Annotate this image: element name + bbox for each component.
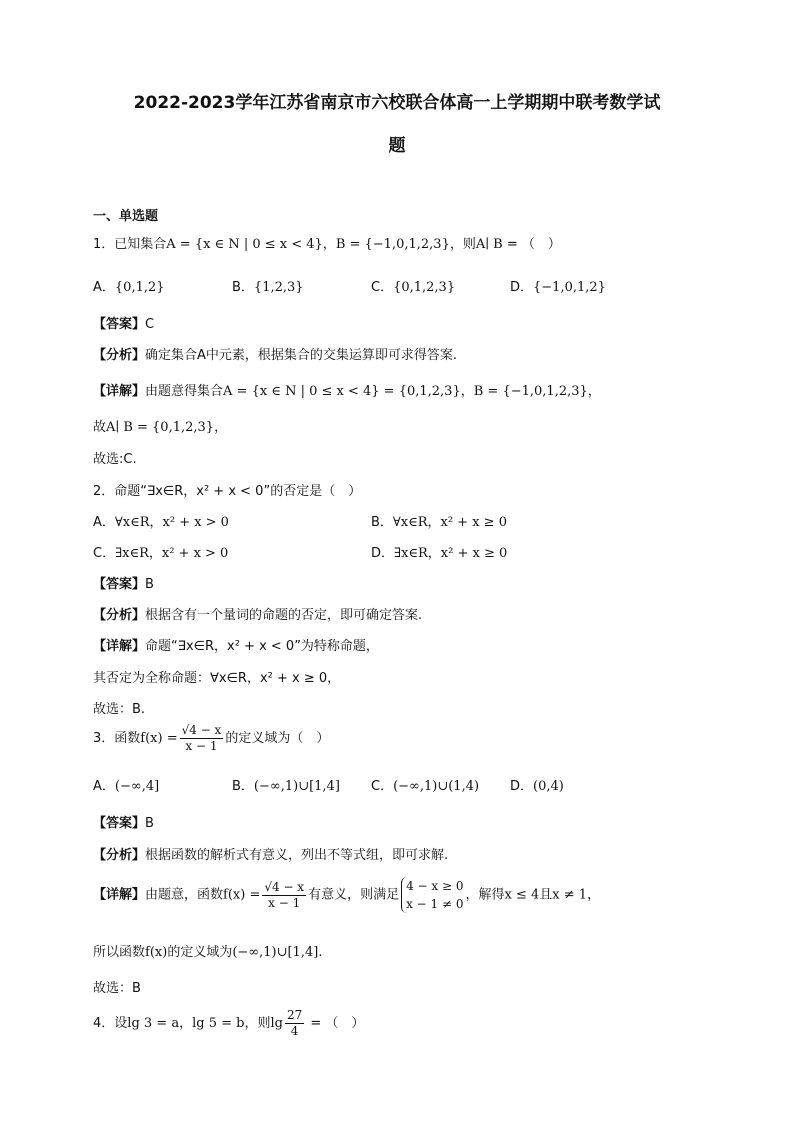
detail-tag: 【详解】 — [93, 887, 146, 903]
fraction — [180, 723, 224, 754]
analysis-text: 确定集合A中元素，根据集合的交集运算即可求得答案. — [145, 348, 458, 363]
option-text: ∃x∈R，x² + x > 0 — [115, 546, 229, 561]
detail-mid: 有意义，则满足 — [308, 887, 400, 903]
option-text: ∀x∈R，x² + x > 0 — [114, 515, 229, 530]
q2-option-c — [93, 542, 228, 561]
option-text: ∃x∈R，x² + x ≥ 0 — [394, 546, 508, 561]
detail-end: ， — [587, 384, 601, 399]
fraction-numerator: √4 − x — [181, 723, 222, 737]
section-heading: 一、单选题 — [93, 209, 159, 224]
detail-solve: ，解得 — [465, 887, 505, 903]
condition-2: x ≠ 1 — [552, 887, 588, 903]
option-text: {0,1,2} — [114, 280, 165, 295]
detail-math-b: B = {−1,0,1,2,3} — [473, 384, 588, 399]
detail-sep: ， — [460, 384, 474, 399]
answer-value: C — [145, 317, 155, 332]
answer-value: B — [145, 577, 154, 592]
q2-option-a — [93, 511, 229, 530]
func-name: f(x) = — [223, 887, 261, 903]
inequality-system — [401, 877, 463, 913]
fraction-denominator: 4 — [290, 1024, 299, 1038]
stem-text: 3．函数 — [93, 731, 141, 746]
option-label: A． — [93, 779, 115, 794]
detail-end: ， — [587, 887, 601, 903]
detail-and: 且 — [539, 887, 553, 903]
detail-text: 由题意，函数 — [145, 887, 224, 903]
option-text: {−1,0,1,2} — [533, 280, 606, 295]
stem-suffix: 的定义域为（ ） — [225, 731, 330, 746]
detail-math: A∣ B = {0,1,2,3} — [106, 420, 215, 435]
q1-analysis — [93, 344, 457, 363]
q1-stem-prefix: 1．已知集合 — [93, 237, 167, 252]
detail-tag: 【详解】 — [93, 384, 146, 399]
analysis-tag: 【分析】 — [93, 848, 146, 863]
option-text: ∀x∈R，x² + x ≥ 0 — [392, 515, 507, 530]
option-label: B． — [232, 779, 254, 794]
q3-stem — [93, 723, 329, 754]
option-text: (0,4) — [533, 779, 564, 794]
option-label: D． — [510, 280, 534, 295]
stem-sep-2: ，则 — [244, 1016, 271, 1031]
detail-text: 所以函数 — [93, 945, 146, 960]
math-2: lg 5 = b — [192, 1016, 245, 1031]
option-text: {1,2,3} — [253, 280, 304, 295]
option-label: C． — [371, 779, 394, 794]
q1-stem — [93, 233, 561, 252]
q3-detail — [93, 877, 600, 913]
detail-math: (−∞,1)∪[1,4] — [232, 945, 319, 960]
q3-option-a — [93, 775, 159, 794]
q3-option-c — [371, 775, 479, 794]
page-title-line1: 2022-2023学年江苏省南京市六校联合体高一上学期期中联考数学试 — [133, 93, 661, 113]
fraction-numerator: √4 − x — [264, 879, 305, 894]
detail-math: A = {x ∈ N | 0 ≤ x < 4} = {0,1,2,3} — [223, 384, 461, 399]
answer-tag: 【答案】 — [93, 577, 146, 592]
q2-stem: 2．命题“∃x∈R，x² + x < 0”的否定是（ ） — [93, 484, 362, 499]
detail-end: ， — [214, 420, 228, 435]
q3-option-b — [232, 775, 340, 794]
analysis-tag: 【分析】 — [93, 348, 146, 363]
q1-tail: = （ ） — [502, 237, 561, 252]
q1-option-c — [371, 276, 455, 295]
option-text: (−∞,1)∪[1,4] — [253, 779, 340, 794]
option-text: (−∞,1)∪(1,4) — [393, 779, 480, 794]
option-text: (−∞,4] — [114, 779, 160, 794]
q1-detail — [93, 380, 601, 399]
q3-analysis — [93, 844, 448, 863]
option-text: {0,1,2,3} — [393, 280, 456, 295]
stem-text: 4．设 — [93, 1016, 128, 1031]
fraction-denominator: x − 1 — [185, 739, 218, 753]
condition-1: x ≤ 4 — [504, 887, 540, 903]
q1-option-d — [510, 276, 606, 295]
system-line-1: 4 − x ≥ 0 — [406, 879, 464, 893]
detail-end: . — [318, 945, 323, 960]
q1-option-b — [232, 276, 304, 295]
q2-option-b — [371, 511, 507, 530]
math-1: lg 3 = a — [127, 1016, 180, 1031]
analysis-text: 根据含有一个量词的命题的否定，即可确定答案. — [145, 608, 423, 623]
q2-option-d — [371, 542, 507, 561]
q1-stem-suffix: ，则 — [449, 237, 476, 252]
q1-conclusion: 故选:C. — [93, 452, 137, 467]
log-function: lg — [270, 1016, 283, 1031]
option-label: D． — [510, 779, 534, 794]
q3-option-d — [510, 775, 564, 794]
q4-stem — [93, 1008, 364, 1039]
fraction — [285, 1008, 304, 1039]
detail-text: 由题意得集合 — [145, 384, 224, 399]
option-label: B． — [232, 280, 254, 295]
detail-text: 故 — [93, 420, 107, 435]
analysis-tag: 【分析】 — [93, 608, 146, 623]
func-name: f(x) = — [140, 731, 178, 746]
option-label: B． — [371, 515, 393, 530]
func-name: f(x) — [145, 945, 168, 960]
q1-detail-line2 — [93, 416, 227, 435]
q1-answer — [93, 313, 154, 332]
stem-tail: = （ ） — [306, 1016, 365, 1031]
detail-tag: 【详解】 — [93, 639, 146, 654]
page-title-line2: 题 — [388, 136, 406, 156]
q2-analysis — [93, 604, 422, 623]
q3-detail-line2 — [93, 941, 322, 960]
q1-set-b: B = {−1,0,1,2,3} — [335, 237, 450, 252]
detail-text: 命题“∃x∈R，x² + x < 0”为特称命题， — [145, 639, 379, 654]
answer-tag: 【答案】 — [93, 317, 146, 332]
q1-option-a — [93, 276, 165, 295]
q3-answer — [93, 812, 154, 831]
system-line-2: x − 1 ≠ 0 — [406, 897, 464, 911]
q1-expr: A∣ B — [475, 237, 503, 252]
q1-set-a: A = {x ∈ N | 0 ≤ x < 4} — [166, 237, 323, 252]
q1-sep: ， — [322, 237, 336, 252]
answer-value: B — [145, 816, 154, 831]
fraction-numerator: 27 — [286, 1008, 303, 1022]
option-label: C． — [93, 546, 116, 561]
fraction-denominator: x − 1 — [268, 895, 301, 910]
option-label: D． — [371, 546, 395, 561]
q2-detail — [93, 635, 379, 654]
option-label: A． — [93, 280, 115, 295]
fraction — [262, 880, 306, 911]
option-label: A． — [93, 515, 115, 530]
answer-tag: 【答案】 — [93, 816, 146, 831]
stem-sep: ， — [179, 1016, 193, 1031]
q2-conclusion: 故选：B. — [93, 702, 146, 717]
analysis-text: 根据函数的解析式有意义，列出不等式组，即可求解. — [145, 848, 449, 863]
q2-detail-line2: 其否定为全称命题：∀x∈R，x² + x ≥ 0， — [93, 671, 341, 686]
q2-answer — [93, 573, 154, 592]
detail-mid: 的定义域为 — [167, 945, 233, 960]
option-label: C． — [371, 280, 394, 295]
q3-conclusion: 故选：B — [93, 981, 141, 996]
